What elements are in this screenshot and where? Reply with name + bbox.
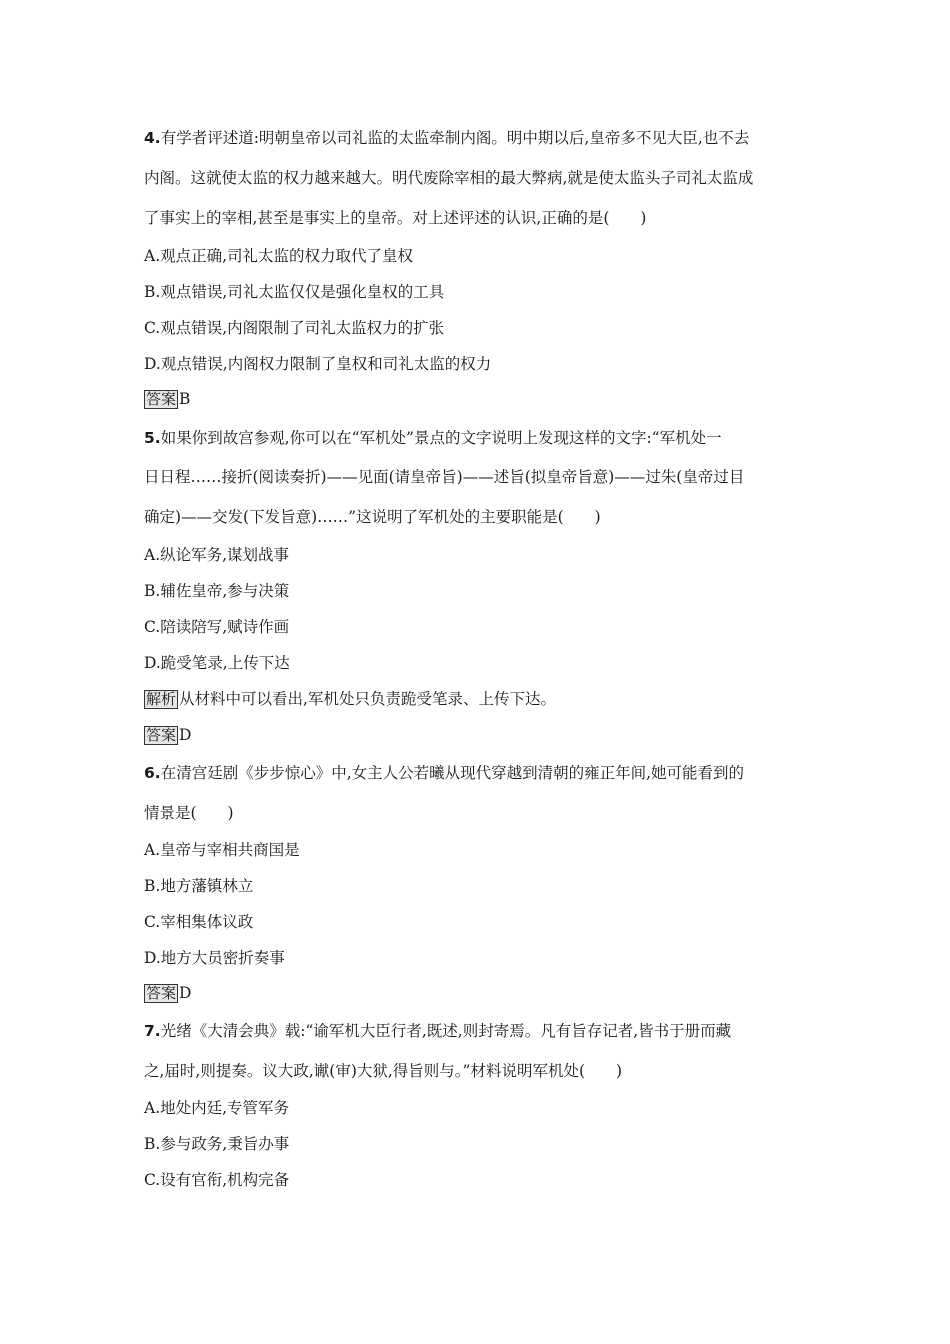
question-5-answer bbox=[144, 725, 814, 745]
question-6-option-d: D.地方大员密折奏事 bbox=[144, 949, 285, 967]
question-5-option-a: A.纵论军务,谋划战事 bbox=[144, 546, 290, 564]
question-5-analysis bbox=[144, 689, 814, 709]
analysis-tag: 解析 bbox=[146, 690, 177, 708]
question-number: 4. bbox=[144, 129, 161, 147]
question-5-option-b: B.辅佐皇帝,参与决策 bbox=[144, 582, 290, 600]
question-6-answer bbox=[144, 983, 814, 1003]
question-number: 5. bbox=[144, 429, 161, 447]
answer-tag: 答案 bbox=[146, 726, 177, 744]
question-6-option-b: B.地方藩镇林立 bbox=[144, 877, 254, 895]
question-4-option-b: B.观点错误,司礼太监仅仅是强化皇权的工具 bbox=[144, 283, 445, 301]
question-5-stem-line-2: 日日程……接折(阅读奏折)——见面(请皇帝旨)——述旨(拟皇帝旨意)——过朱(皇帝过目 bbox=[144, 468, 745, 486]
question-7-option-c: C.设有官衔,机构完备 bbox=[144, 1171, 290, 1189]
answer-value: B bbox=[179, 390, 191, 408]
question-4-stem-line-2: 内阁。这就使太监的权力越来越大。明代废除宰相的最大弊病,就是使太监头子司礼太监成 bbox=[144, 169, 754, 187]
question-4-option-d: D.观点错误,内阁权力限制了皇权和司礼太监的权力 bbox=[144, 355, 492, 373]
question-4-stem-line-3: 了事实上的宰相,甚至是事实上的皇帝。对上述评述的认识,正确的是( ) bbox=[144, 209, 647, 227]
question-4-answer bbox=[144, 389, 814, 409]
question-7-option-a: A.地处内廷,专管军务 bbox=[144, 1099, 290, 1117]
question-7-stem-line-2: 之,届时,则提奏。议大政,谳(审)大狱,得旨则与。”材料说明军机处( ) bbox=[144, 1062, 623, 1080]
question-4-stem-line-1: 4.有学者评述道:明朝皇帝以司礼监的太监牵制内阁。明中期以后,皇帝多不见大臣,也不去 bbox=[144, 129, 750, 147]
question-6-stem-line-1: 6.在清宫廷剧《步步惊心》中,女主人公若曦从现代穿越到清朝的雍正年间,她可能看到的 bbox=[144, 764, 745, 782]
question-6-option-a: A.皇帝与宰相共商国是 bbox=[144, 841, 300, 859]
question-7-option-b: B.参与政务,秉旨办事 bbox=[144, 1135, 290, 1153]
answer-tag: 答案 bbox=[146, 390, 177, 408]
question-5-option-d: D.跪受笔录,上传下达 bbox=[144, 654, 290, 672]
question-6-stem-line-2: 情景是( ) bbox=[144, 804, 234, 822]
answer-value: D bbox=[179, 726, 192, 744]
question-number: 7. bbox=[144, 1022, 161, 1040]
question-5-option-c: C.陪读陪写,赋诗作画 bbox=[144, 618, 290, 636]
question-5-stem-line-3: 确定)——交发(下发旨意)……”这说明了军机处的主要职能是( ) bbox=[144, 508, 601, 526]
answer-tag: 答案 bbox=[146, 984, 177, 1002]
question-4-option-c: C.观点错误,内阁限制了司礼太监权力的扩张 bbox=[144, 319, 445, 337]
question-number: 6. bbox=[144, 764, 161, 782]
analysis-text: 从材料中可以看出,军机处只负责跪受笔录、上传下达。 bbox=[179, 690, 556, 708]
question-7-stem-line-1: 7.光绪《大清会典》载:“谕军机大臣行者,既述,则封寄焉。凡有旨存记者,皆书于册而藏 bbox=[144, 1022, 732, 1040]
question-5-stem-line-1: 5.如果你到故宫参观,你可以在“军机处”景点的文字说明上发现这样的文字:“军机处一 bbox=[144, 429, 722, 447]
question-4-option-a: A.观点正确,司礼太监的权力取代了皇权 bbox=[144, 247, 414, 265]
answer-value: D bbox=[179, 984, 192, 1002]
question-6-option-c: C.宰相集体议政 bbox=[144, 913, 254, 931]
